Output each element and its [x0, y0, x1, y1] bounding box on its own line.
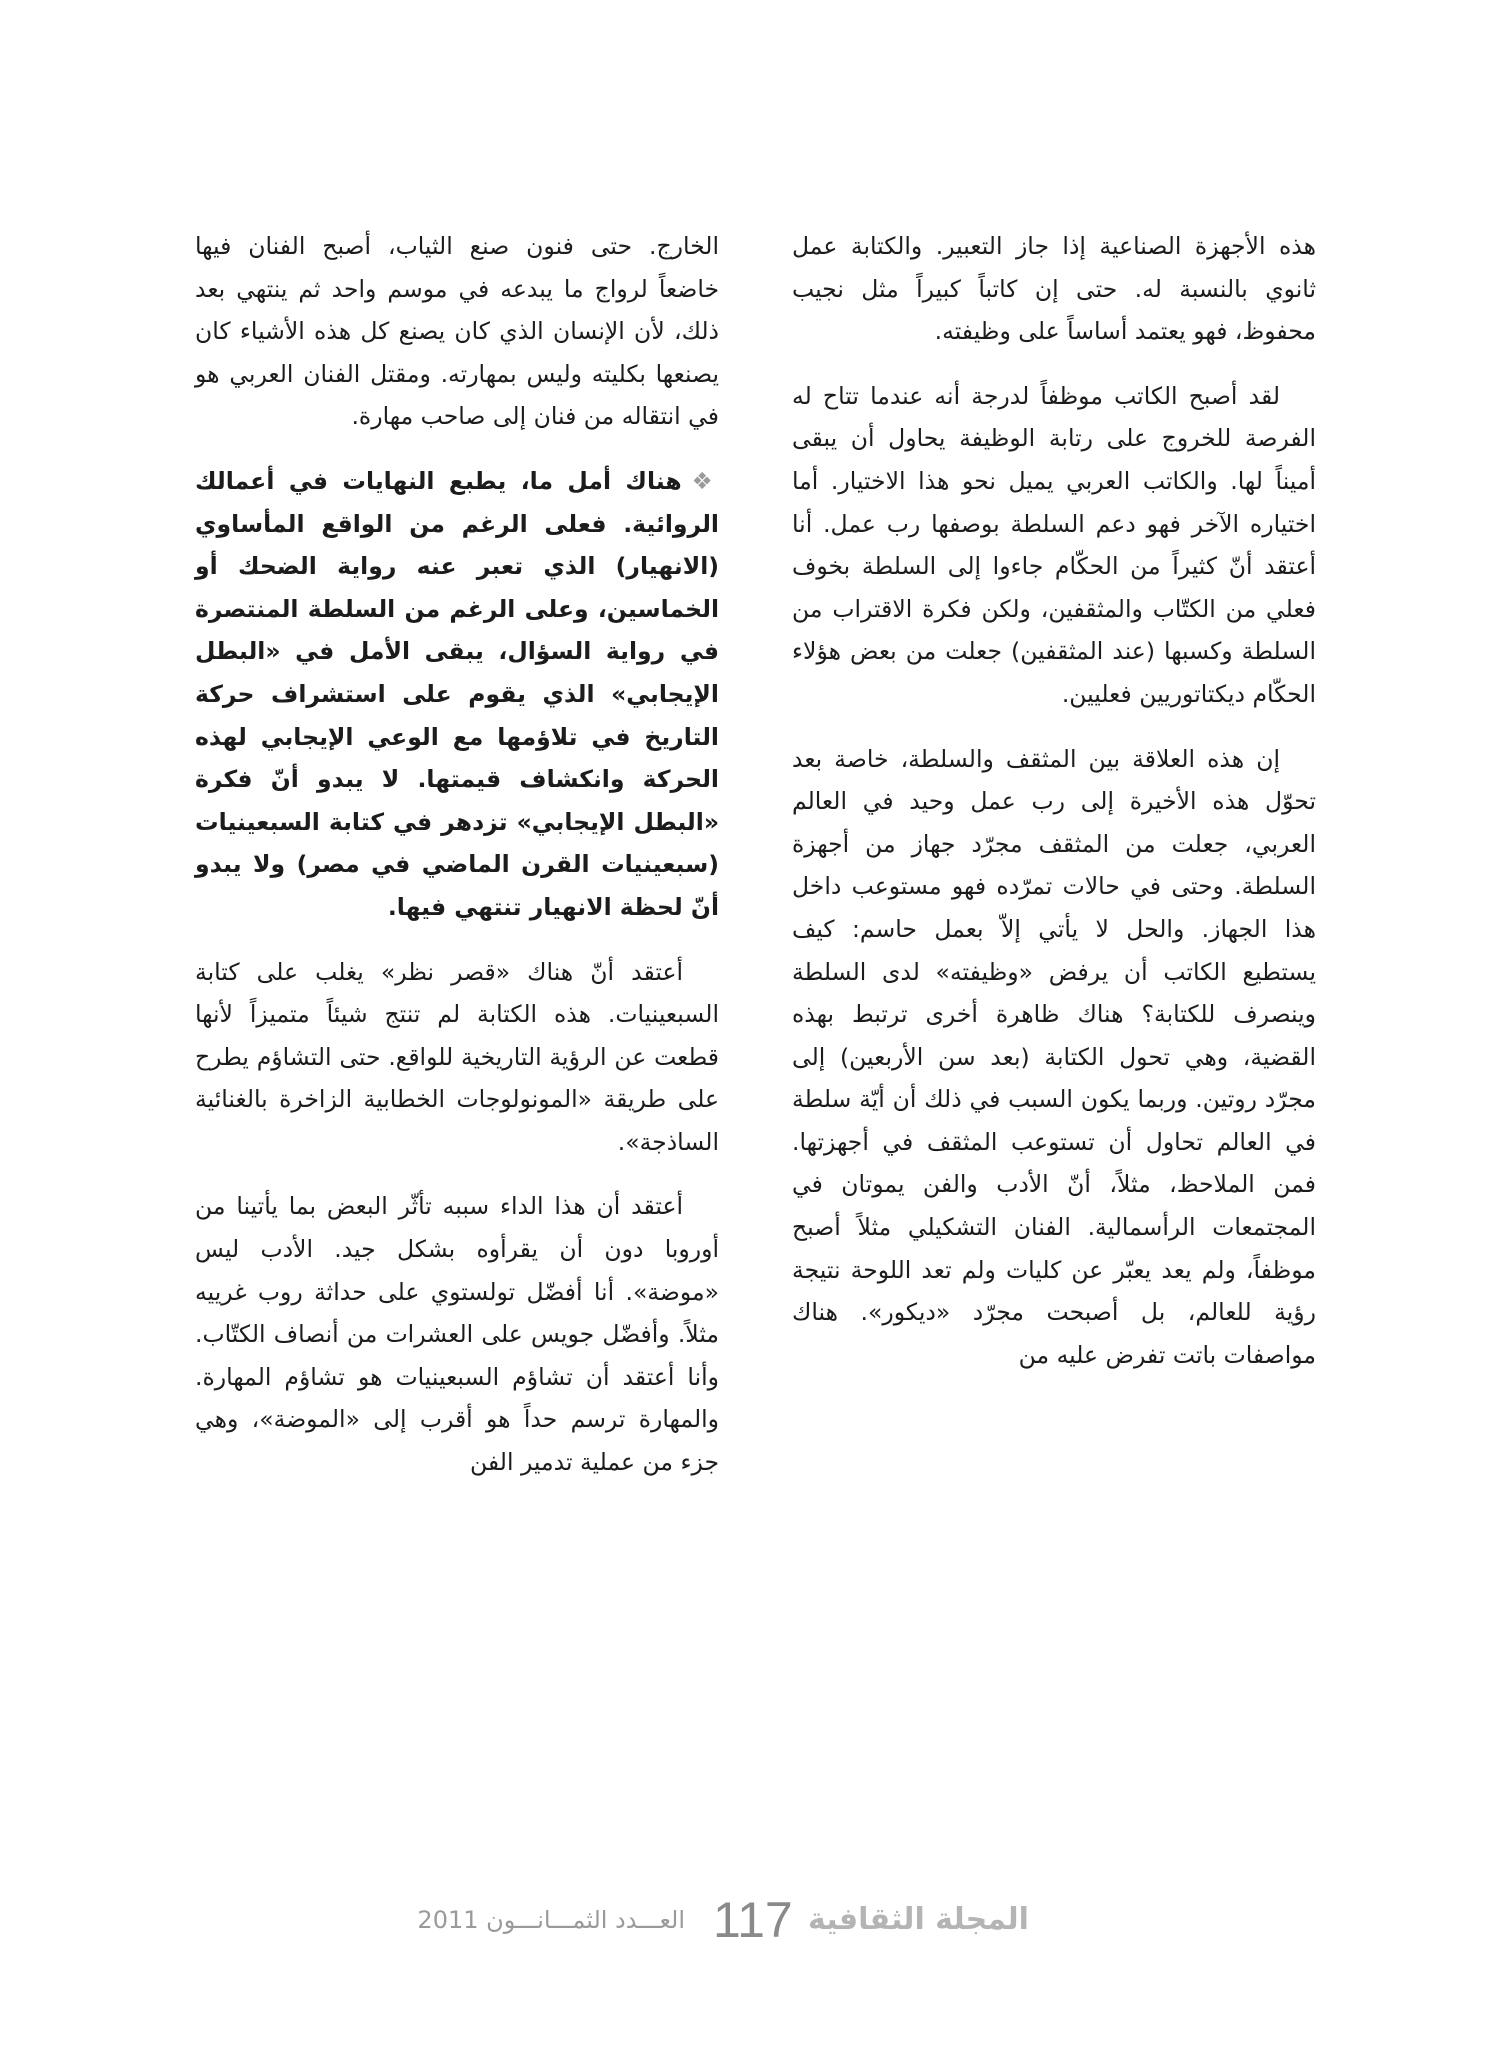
- magazine-name: المجلة الثقافية: [808, 1902, 1029, 1937]
- article-column-right: [792, 225, 1316, 1398]
- question-text: هناك أمل ما، يطبع النهايات في أعمالك الروائية. فعلى الرغم من الواقع المأساوي (الانهيار) الذي تعبر عنه رواية الضحك أو الخماسين، وعلى الرغم من السلطة المنتصرة في رواية السؤال، يبقى الأمل في «البطل الإيجابي» الذي يقوم على استشراف حركة التاريخ في تلاؤمها مع الوعي الإيجابي لهذه الحركة وانكشاف قيمتها. لا يبدو أنّ فكرة «البطل الإيجابي» تزدهر في كتابة السبعينيات (سبعينيات القرن الماضي في مصر) ولا يبدو أنّ لحظة الانهيار تنتهي فيها.: [195, 466, 719, 921]
- paragraph: الخارج. حتى فنون صنع الثياب، أصبح الفنان فيها خاضعاً لرواج ما يبدعه في موسم واحد ثم ينتهي بعد ذلك، لأن الإنسان الذي كان يصنع كل هذه الأشياء كان يصنعها بكليته وليس بمهارته. ومقتل الفنان العربي هو في انتقاله من فنان إلى صاحب مهارة.: [195, 232, 719, 431]
- paragraph: إن هذه العلاقة بين المثقف والسلطة، خاصة بعد تحوّل هذه الأخيرة إلى رب عمل وحيد في العالم العربي، جعلت من المثقف مجرّد جهاز من أجهزة السلطة. وحتى في حالات تمرّده فهو مستوعب داخل هذا الجهاز. والحل لا يأتي إلاّ بعمل حاسم: كيف يستطيع الكاتب أن يرفض «وظيفته» لدى السلطة وينصرف للكتابة؟ هناك ظاهرة أخرى ترتبط بهذه القضية، وهي تحول الكتابة (بعد سن الأربعين) إلى مجرّد روتين. وربما يكون السبب في ذلك أن أيّة سلطة في العالم تحاول أن تستوعب المثقف في أجهزتها. فمن الملاحظ، مثلاً، أنّ الأدب والفن يموتان في المجتمعات الرأسمالية. الفنان التشكيلي مثلاً أصبح موظفاً، ولم يعد يعبّر عن كليات ولم تعد اللوحة نتيجة رؤية للعالم، بل أصبحت مجرّد «ديكور». هناك مواصفات باتت تفرض عليه من: [792, 744, 1316, 1369]
- article-column-left: [195, 225, 719, 1506]
- paragraph: هذه الأجهزة الصناعية إذا جاز التعبير. والكتابة عمل ثانوي بالنسبة له. حتى إن كاتباً كبيراً مثل نجيب محفوظ، فهو يعتمد أساساً على وظيفته.: [792, 232, 1316, 346]
- interview-question: [195, 460, 719, 929]
- bullet-icon: ❖: [691, 466, 719, 495]
- page-footer: [0, 1890, 1497, 1950]
- paragraph: أعتقد أن هذا الداء سببه تأثّر البعض بما يأتينا من أوروبا دون أن يقرأوه بشكل جيد. الأدب ليس «موضة». أنا أفضّل تولستوي على حداثة روب غرييه مثلاً. وأفضّل جويس على العشرات من أنصاف الكتّاب. وأنا أعتقد أن تشاؤم السبعينيات هو تشاؤم المهارة. والمهارة ترسم حداً هو أقرب إلى «الموضة»، وهي جزء من عملية تدمير الفن: [195, 1192, 719, 1477]
- page-number: 117: [713, 1892, 793, 1948]
- issue-label: العـــدد الثمـــانـــون 2011: [417, 1906, 685, 1934]
- paragraph: أعتقد أنّ هناك «قصر نظر» يغلب على كتابة السبعينيات. هذه الكتابة لم تنتج شيئاً متميزاً لأنها قطعت عن الرؤية التاريخية للواقع. حتى التشاؤم يطرح على طريقة «المونولوجات الخطابية الزاخرة بالغنائية الساذجة».: [195, 957, 719, 1156]
- paragraph: لقد أصبح الكاتب موظفاً لدرجة أنه عندما تتاح له الفرصة للخروج على رتابة الوظيفة يحاول أن يبقى أميناً لها. والكاتب العربي يميل نحو هذا الاختيار. أما اختياره الآخر فهو دعم السلطة بوصفها رب عمل. أنا أعتقد أنّ كثيراً من الحكّام جاءوا إلى السلطة بخوف فعلي من الكتّاب والمثقفين، ولكن فكرة الاقتراب من السلطة وكسبها (عند المثقفين) جعلت من بعض هؤلاء الحكّام ديكتاتوريين فعليين.: [792, 381, 1316, 708]
